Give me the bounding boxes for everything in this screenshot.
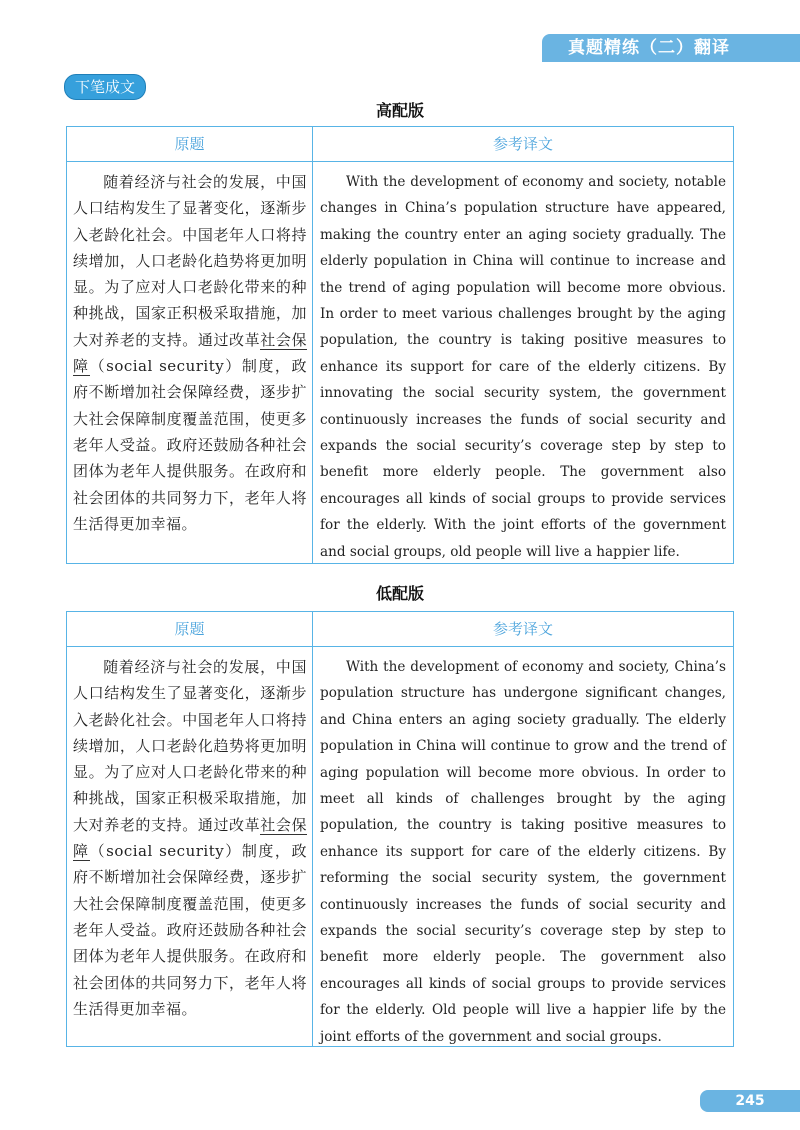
zh-text-part: 随着经济与社会的发展，中国人口结构发生了显著变化，逐渐步入老龄化社会。中国老年人口将持续增加，人口老龄化趋势将更加明显。为了应对人口老龄化带来的种种挑战，国家正积极采取措施，加大对养老的支持。通过改革 bbox=[73, 658, 307, 834]
col-original-header: 原题 bbox=[67, 127, 313, 161]
original-chinese-text bbox=[67, 647, 313, 1047]
chapter-header: 真题精练（二）翻译 bbox=[542, 34, 800, 62]
col-translation-header: 参考译文 bbox=[492, 620, 553, 638]
reference-translation-text bbox=[313, 647, 733, 1047]
high-version-table bbox=[66, 126, 734, 564]
col-translation-header: 参考译文 bbox=[492, 135, 553, 153]
page-number: 245 bbox=[700, 1090, 800, 1112]
col-original-header: 原题 bbox=[67, 612, 313, 646]
underlined-term: 社会保障 bbox=[73, 330, 307, 376]
zh-text-part: （social security）制度，政府不断增加社会保障经费，逐步扩大社会保障制度覆盖范围，使更多老年人受益。政府还鼓励各种社会团体为老年人提供服务。在政府和社会团体的共同努力下，老年人将生活得更加幸福。 bbox=[73, 357, 307, 533]
translation-body: With the development of economy and society, China’s population structure has undergone significant changes, and China enters an aging society gradually. The elderly population in China will continue to grow and the trend of aging population will become more obvious. In order to meet all kinds of challenges brought by the aging population, the country is taking positive measures to enhance its support for care of the elderly citizens. By reforming the social security system, the government continuously increases the funds of social security and expands the social security’s coverage step by step to benefit more elderly people. The government also encourages all kinds of social groups to provide services for the elderly. Old people will live a happier life by the joint efforts of the government and social groups. bbox=[320, 659, 726, 1045]
translation-body: With the development of economy and society, notable changes in China’s population structure have appeared, making the country enter an aging society gradually. The elderly population in China will continue to increase and the trend of aging population will become more obvious. In order to meet various challenges brought by the aging population, the country is taking positive measures to enhance its support for care of the elderly citizens. By innovating the social security system, the government continuously increases the funds of social security and expands the social security’s coverage step by step to benefit more elderly people. The government also encourages all kinds of social groups to provide services for the elderly. With the joint efforts of the government and social groups, old people will live a happier life. bbox=[320, 174, 726, 560]
reference-translation-text bbox=[313, 162, 733, 564]
low-version-title: 低配版 bbox=[375, 584, 424, 603]
original-chinese-text bbox=[67, 162, 313, 564]
table-header-row bbox=[67, 127, 733, 162]
high-version-title: 高配版 bbox=[375, 101, 424, 120]
section-badge: 下笔成文 bbox=[64, 74, 146, 100]
zh-text-part: 随着经济与社会的发展，中国人口结构发生了显著变化，逐渐步入老龄化社会。中国老年人口将持续增加，人口老龄化趋势将更加明显。为了应对人口老龄化带来的种种挑战，国家正积极采取措施，加大对养老的支持。通过改革 bbox=[73, 173, 307, 349]
underlined-term: 社会保障 bbox=[73, 815, 307, 861]
low-version-table bbox=[66, 611, 734, 1047]
table-body-row bbox=[67, 647, 733, 1047]
table-header-row bbox=[67, 612, 733, 647]
table-body-row bbox=[67, 162, 733, 564]
zh-text-part: （social security）制度，政府不断增加社会保障经费，逐步扩大社会保障制度覆盖范围，使更多老年人受益。政府还鼓励各种社会团体为老年人提供服务。在政府和社会团体的共同努力下，老年人将生活得更加幸福。 bbox=[73, 842, 307, 1018]
